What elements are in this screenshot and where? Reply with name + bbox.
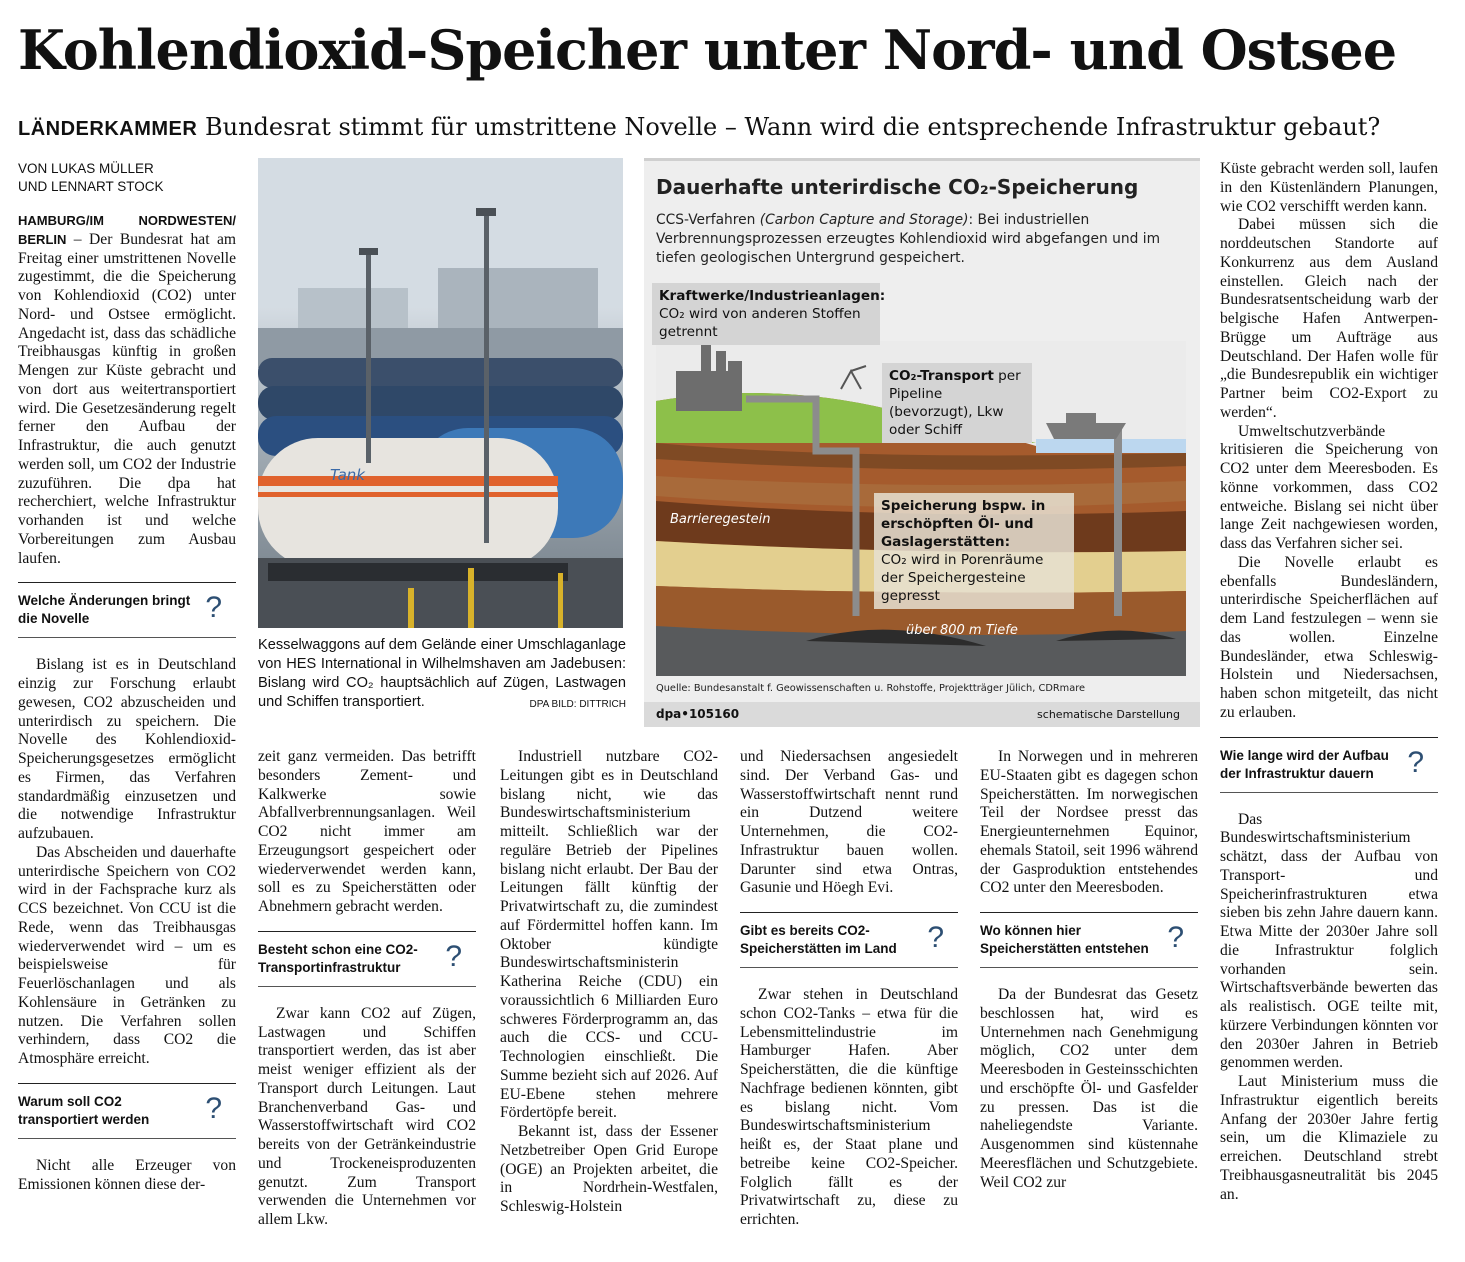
kicker: LÄNDERKAMMER bbox=[18, 118, 198, 140]
paragraph: Da der Bundesrat das Gesetz beschlossen hat, wird es Unternehmen nach Genehmigung möglich, CO2 unter dem Meeresboden in Gesteinsschichten und erschöpfte Öl- und Gasfelder zu pressen. Das ist die naheliegendste Variante. Ausgenommen sind küstennahe Meeresflächen und Schutzgebiete. Weil CO2 zur bbox=[980, 986, 1198, 1191]
question-mark-icon: ? bbox=[205, 1091, 222, 1125]
column-1 bbox=[18, 160, 236, 1194]
photo-illustration bbox=[258, 158, 623, 628]
question-box-2 bbox=[18, 1083, 236, 1139]
paragraph: Die Novelle erlaubt es ebenfalls Bundesländern, unterirdische Speicherflächen auf dem Land festzulegen – wenn sie das wollen. Einzelne Bundesländer, etwa Schleswig-Holstein und Niedersachsen, haben schon mitgeteilt, das nicht zu erlauben. bbox=[1220, 553, 1438, 721]
transport-box: CO₂-Transport per Pipeline (bevorzugt), Lkw oder Schiff bbox=[882, 363, 1032, 443]
paragraph: Das Bundeswirtschaftsministerium schätzt, dass der Aufbau von Transport- und Speicherinfrastrukturen etwa sieben bis zehn Jahre dauern kann. Etwa Mitte der 2030er Jahre soll die Infrastruktur folglich vorhanden sein. Wirtschaftsverbände bewerten das als realistisch. OGE teilte mit, kürzere Verbindungen könnten vor den 2030er Jahren in Betrieb genommen werden. bbox=[1220, 810, 1438, 1072]
wagon-logo: Tank bbox=[330, 466, 365, 484]
question-text: Welche Änderungen bringt die Novelle bbox=[18, 593, 191, 627]
schematic-note: schematische Darstellung bbox=[1037, 708, 1180, 721]
paragraph: zeit ganz vermeiden. Das betrifft besonders Zement- und Kalkwerke sowie Abfallverbrennungsanlagen. Weil CO2 nicht immer am Erzeugungsort gespeichert oder wiederverwendet werden kann, soll es zu Speicherstätten oder Abnehmern gebracht werden. bbox=[258, 748, 476, 915]
dateline: HAMBURG/IM NORDWESTEN/ BERLIN bbox=[18, 213, 236, 247]
graphic-source: Quelle: Bundesanstalt f. Geowissenschaften u. Rohstoffe, Projektträger Jülich, CDRmare bbox=[656, 683, 1086, 694]
photo-tank-wagons bbox=[258, 158, 623, 628]
column-6 bbox=[1220, 160, 1438, 1204]
question-text: Gibt es bereits CO2-Speicherstätten im Land bbox=[740, 923, 897, 956]
question-mark-icon: ? bbox=[1167, 921, 1184, 954]
graphic-footer bbox=[644, 702, 1200, 727]
paragraph: Umweltschutzverbände kritisieren die Speicherung von CO2 unter dem Meeresboden. Es könne vorkommen, dass CO2 entweiche. Bislang sei nicht über lange Zeit nachgewiesen worden, dass das Verfahren sicher sei. bbox=[1220, 422, 1438, 552]
paragraph: und Niedersachsen angesiedelt sind. Der Verband Gas- und Wasserstoffwirtschaft nennt rund ein Dutzend weitere Unternehmen, die CO2-Infrastruktur bauen wollen. Darunter sind etwa Ontras, Gasunie und Höegh Evi. bbox=[740, 748, 958, 897]
barrier-rock-label: Barrieregestein bbox=[670, 512, 771, 527]
question-box-4 bbox=[740, 912, 958, 968]
dpa-id: dpa•105160 bbox=[656, 707, 740, 721]
question-box-6 bbox=[1220, 737, 1438, 793]
paragraph: Das Abscheiden und dauerhafte unterirdische Speichern von CO2 wird in der Fachsprache kurz als CCS bezeichnet. Von CCU ist die Rede, wenn das Treibhausgas wiederverwendet wird – um es beispielsweise für Feuerlöschanlagen und als Kohlensäure in Getränken zu nutzen. Die Verfahren sollen verhindern, dass CO2 die Atmosphäre erreicht. bbox=[18, 843, 236, 1067]
infographic bbox=[644, 158, 1200, 727]
graphic-description: CCS-Verfahren (Carbon Capture and Storage): Bei industriellen Verbrennungsprozessen erzeugtes Kohlendioxid wird abgefangen und im tiefen geologischen Untergrund gespeichert. bbox=[656, 212, 1161, 266]
paragraph: Nicht alle Erzeuger von Emissionen können diese der- bbox=[18, 1156, 236, 1193]
question-mark-icon: ? bbox=[445, 939, 462, 973]
graphic-title: Dauerhafte unterirdische CO₂-Speicherung bbox=[656, 175, 1139, 199]
column-2 bbox=[258, 748, 476, 1230]
paragraph: In Norwegen und in mehreren EU-Staaten gibt es dagegen schon Speicherstätten. Im norwegischen Teil der Nordsee presst das Energieunternehmen Equinor, ehemals Statoil, seit 1996 während der Gasproduktion entstehendes CO2 unter den Meeresboden. bbox=[980, 748, 1198, 897]
lead-paragraph: HAMBURG/IM NORDWESTEN/ BERLIN – Der Bundesrat hat am Freitag einer umstrittenen Novelle zugestimmt, die die Speicherung von Kohlendioxid (CO2) unter Nord- und Ostsee ermöglicht. Angedacht ist, dass das schädliche Treibhausgas künftig in großen Mengen zur Küste gebracht und von dort aus weitertransportiert wird. Die Gesetzesänderung regelt ferner den Aufbau der Infrastruktur, die auch genutzt werden soll, um CO2 der Industrie zuzuführen. Die dpa hat recherchiert, welche Infrastruktur vorhanden ist und welche Vorbereitungen zum Ausbau laufen. bbox=[18, 213, 236, 567]
paragraph: Zwar stehen in Deutschland schon CO2-Tanks – etwa für die Lebensmittelindustrie im Hamburger Hafen. Aber Speicherstätten, die die künftige Nachfrage bedienen könnten, gibt es bislang nicht. Vom Bundeswirtschaftsministerium heißt es, der Staat plane und betreibe keine CO2-Speicher. Folglich fällt es der Privatwirtschaft zu, diese zu errichten. bbox=[740, 986, 958, 1228]
paragraph: Laut Ministerium muss die Infrastruktur eigentlich bereits Anfang der 2030er Jahre fertig sein, um die Klimaziele zu erreichen. Deutschland strebt Treibhausgasneutralität bis 2045 an. bbox=[1220, 1073, 1438, 1203]
paragraph: Bislang ist es in Deutschland einzig zur Forschung erlaubt gewesen, CO2 abzuscheiden und unterirdisch zu speichern. Die Novelle des Kohlendioxid-Speicherungsgesetzes ermöglicht es Firmen, das Verfahren standardmäßig einzusetzen und die notwendige Infrastruktur aufzubauen. bbox=[18, 656, 236, 842]
question-mark-icon: ? bbox=[1407, 745, 1424, 779]
question-text: Wo können hier Speicherstätten entstehen bbox=[980, 923, 1149, 956]
question-text: Wie lange wird der Aufbau der Infrastruktur dauern bbox=[1220, 747, 1389, 781]
paragraph: Industriell nutzbare CO2-Leitungen gibt es in Deutschland bislang nicht, wie das Bundeswirtschaftsministerium mitteilt. Schließlich war der reguläre Betrieb der Pipelines bislang nicht erlaubt. Der Bau der Leitungen fällt künftig der Privatwirtschaft zu, die zumindest auf Fördermittel hoffen kann. Im Oktober kündigte Bundeswirtschaftsministerin Katherina Reiche (CDU) ein voraussichtlich 6 Milliarden Euro schweres Förderprogramm an, das auch die CCS- und CCU-Technologien einschließt. Die Summe bezieht sich auf 2026. Auf EU-Ebene stehen mehrere Fördertöpfe bereit. bbox=[500, 748, 718, 1122]
column-4 bbox=[740, 748, 958, 1230]
paragraph: Dabei müssen sich die norddeutschen Standorte auf Konkurrenz aus dem Ausland einstellen. Gleich nach der Bundesratsentscheidung warb der belgische Hafen Antwerpen-Brügge um Aufträge aus Deutschland. Der Hafen wolle für „die Bundesrepublik ein wichtiger Partner beim CO2-Export zu werden“. bbox=[1220, 216, 1438, 421]
question-mark-icon: ? bbox=[205, 591, 222, 625]
storage-box: Speicherung bspw. in erschöpften Öl- und Gaslagerstätten: CO₂ wird in Porenräume der Speichergesteine gepresst bbox=[874, 493, 1074, 609]
column-3 bbox=[500, 748, 718, 1217]
photo-caption bbox=[258, 636, 626, 714]
depth-label: über 800 m Tiefe bbox=[906, 623, 1018, 638]
caption-text: Kesselwaggons auf dem Gelände einer Umschlaganlage von HES International in Wilhelmshaven am Jadebusen: Bislang wird CO₂ hauptsächlich auf Zügen, Lastwagen und Schiffen transportiert. bbox=[258, 637, 626, 710]
question-text: Besteht schon eine CO2-Transportinfrastruktur bbox=[258, 941, 418, 975]
paragraph: Zwar kann CO2 auf Zügen, Lastwagen und Schiffen transportiert werden, das ist aber meist weniger effizient als der Transport durch Leitungen. Laut Branchenverband Gas- und Wasserstoffwirtschaft wird CO2 bereits von der Getränkeindustrie und Trockeneisproduzenten genutzt. Zum Transport verwenden die Unternehmen vor allem Lkw. bbox=[258, 1004, 476, 1228]
byline: VON LUKAS MÜLLER UND LENNART STOCK bbox=[18, 161, 164, 194]
question-text: Warum soll CO2 transportiert werden bbox=[18, 1093, 150, 1127]
question-mark-icon: ? bbox=[927, 921, 944, 954]
subline bbox=[18, 110, 1458, 146]
question-box-3 bbox=[258, 931, 476, 987]
paragraph: Bekannt ist, dass der Essener Netzbetreiber Open Grid Europe (OGE) an Projekten arbeitet, die in Nordrhein-Westfalen, Schleswig-Holstein bbox=[500, 1123, 718, 1215]
question-box-5 bbox=[980, 912, 1198, 968]
photo-credit: DPA BILD: DITTRICH bbox=[529, 699, 626, 710]
paragraph: Küste gebracht werden soll, laufen in den Küstenländern Planungen, wie CO2 verschifft werden kann. bbox=[1220, 160, 1438, 215]
headline: Kohlendioxid-Speicher unter Nord- und Ostsee bbox=[18, 18, 1397, 82]
power-plant-box: Kraftwerke/Industrieanlagen: CO₂ wird von anderen Stoffen getrennt bbox=[652, 283, 880, 345]
question-box-1 bbox=[18, 582, 236, 638]
subline-text: Bundesrat stimmt für umstrittene Novelle – Wann wird die entsprechende Infrastruktur gebaut? bbox=[204, 113, 1381, 141]
column-5 bbox=[980, 748, 1198, 1192]
